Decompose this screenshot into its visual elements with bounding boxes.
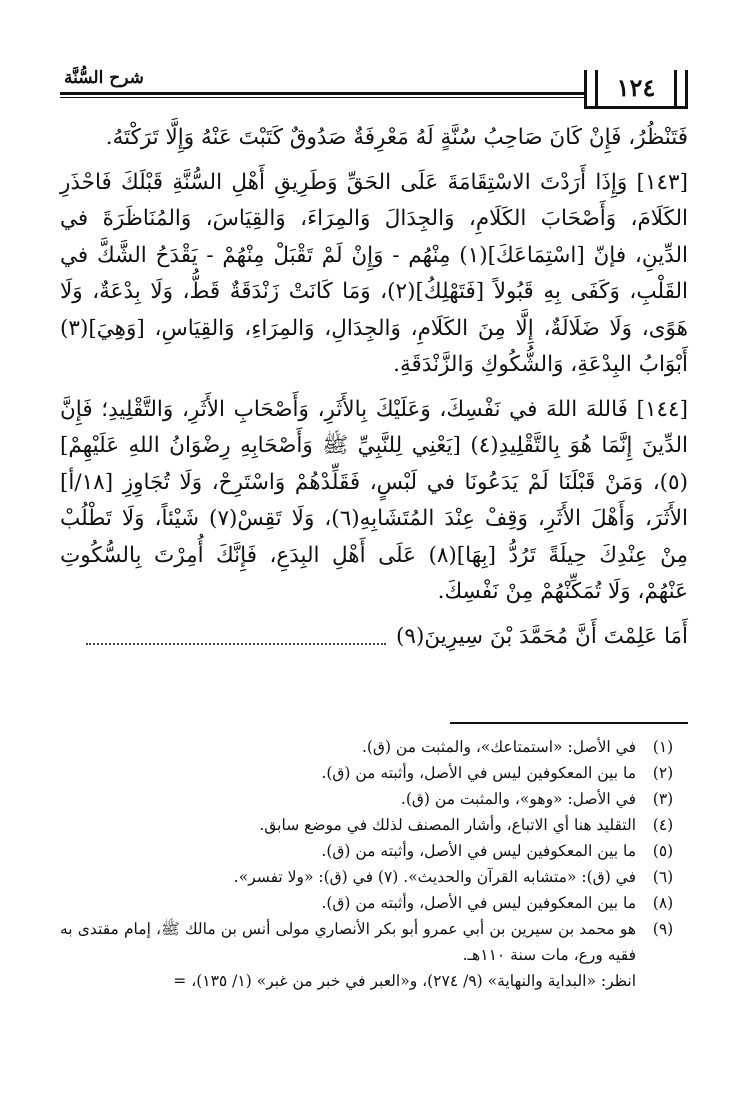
footnote-text: التقليد هنا أي الاتباع، وأشار المصنف لذلك في موضع سابق. [259, 816, 636, 834]
footnote-number: (٣) [652, 790, 674, 808]
paragraph-143: [١٤٣] وَإِذَا أَرَدْتَ الاسْتِقَامَةَ عَلَى الحَقِّ وَطَرِيقِ أَهْلِ السُّنَّةِ قَبْلَكَ فَاحْذَرِ الكَلَامَ، وَأَصْحَابَ الكَلَامِ، وَالجِدَالَ وَالمِرَاءَ، وَالقِيَاسَ، وَالمُنَاظَرَةَ في الدِّينِ، فإنّ [اسْتِمَاعَكَ](١) مِنْهُم - وَإِنْ لَمْ تَقْبَلْ مِنْهُمْ - يَقْدَحُ الشَّكَّ في القَلْبِ، وَكَفَى بِهِ قَبُولاً [فَتَهْلِكُ](٢)، وَمَا كَانَتْ زَنْدَقَةٌ قَطُّ، وَلَا بِدْعَةٌ، وَلَا هَوًى، وَلَا ضَلَالَةٌ، إِلَّا مِنَ الكَلَامِ، وَالجِدَالِ، وَالمِرَاءِ، وَالقِيَاسِ، [وَهِيَ](٣) أَبْوَابُ البِدْعَةِ، وَالشُّكُوكِ وَالزَّنْدَقَةِ. [60, 169, 688, 377]
footnote-text: انظر: «البداية والنهاية» (٩/ ٢٧٤)، و«العبر في خبر من غبر» (١/ ١٣٥)، = [173, 972, 636, 990]
footnote-separator [450, 722, 688, 724]
running-header-title: شرح السُّنَّة [64, 68, 144, 88]
footnote-number: (٨) [652, 894, 674, 912]
page-number-underline [584, 106, 688, 109]
continuation-text: أَمَا عَلِمْتَ أَنَّ مُحَمَّدَ بْنَ سِيرِينَ(٩) [396, 623, 688, 649]
footnote-text: في الأصل: «وهو»، والمثبت من (ق). [400, 790, 636, 808]
footnote [60, 760, 690, 786]
footnote-text: في الأصل: «استمتاعك»، والمثبت من (ق). [361, 738, 636, 756]
footnote-text: هو محمد بن سيرين بن أبي عمرو أبو بكر الأنصاري مولى أنس بن مالك ﷺ، إمام مقتدى به فقيه ورع، مات سنة ١١٠هـ. [60, 920, 636, 964]
footnote-text: ما بين المعكوفين ليس في الأصل، وأثبته من (ق). [321, 894, 636, 912]
footnote [60, 916, 690, 968]
paragraph: فَتَنْظُرُ، فَإِنْ كَانَ صَاحِبُ سُنَّةٍ لَهُ مَعْرِفَةٌ صَدُوقٌ كَتَبْتَ عَنْهُ وَإِلَّا تَرَكْتَهُ. [105, 125, 688, 150]
footnote-number [636, 968, 690, 994]
footnote [60, 838, 690, 864]
footnote-number: (٥) [652, 842, 674, 860]
main-text [60, 120, 688, 655]
footnote-number: (٩) [652, 920, 674, 938]
page-number-box [584, 70, 688, 110]
footnote [60, 786, 690, 812]
footnote-number: (٤) [652, 816, 674, 834]
footnote [60, 890, 690, 916]
page-number-ornament-left [584, 70, 598, 108]
paragraph-continuation [60, 619, 688, 656]
page-number: ١٢٤ [616, 73, 656, 102]
header-rule-thick [60, 92, 584, 95]
footnote-reference [60, 968, 690, 994]
footnote-number: (٦) [652, 868, 674, 886]
header-rule-thin [60, 97, 584, 98]
footnote [60, 812, 690, 838]
paragraph-144: [١٤٤] فَاللهَ اللهَ في نَفْسِكَ، وَعَلَيْكَ بِالأَثَرِ، وَأَصْحَابِ الأَثَرِ، وَالتَّقْلِيدِ؛ فَإِنَّ الدِّينَ إِنَّمَا هُوَ بِالتَّقْلِيدِ(٤) [يَعْنِي لِلنَّبِيِّ ﷺ وَأَصْحَابِهِ رِضْوَانُ اللهِ عَلَيْهِمْ](٥)، وَمَنْ قَبْلَنَا لَمْ يَدَعُونَا في لَبْسٍ، فَقَلِّدْهُمْ وَاسْتَرِحْ، وَلَا تُجَاوِزِ [١٨/أ] الأَثَرَ، وَأَهْلَ الأَثَرِ، وَقِفْ عِنْدَ المُتَشَابِهِ(٦)، وَلَا تَقِسْ(٧) شَيْئاً، وَلَا تَطْلُبْ مِنْ عِنْدِكَ حِيلَةً تَرُدُّ [بِهَا](٨) عَلَى أَهْلِ البِدَعِ، فَإِنَّكَ أُمِرْتَ بِالسُّكُوتِ عَنْهُمْ، وَلَا تُمَكِّنْهُمْ مِنْ نَفْسِكَ. [60, 396, 689, 604]
footnote [60, 864, 690, 890]
footnote-text: في (ق): «متشابه القرآن والحديث». (٧) في (ق): «ولا تفسر». [233, 868, 636, 886]
footnote-number: (٢) [652, 764, 674, 782]
footnote-text: ما بين المعكوفين ليس في الأصل، وأثبته من (ق). [321, 842, 636, 860]
footnote-text: ما بين المعكوفين ليس في الأصل، وأثبته من (ق). [321, 764, 636, 782]
continuation-dots [86, 629, 386, 645]
footnote-number: (١) [652, 738, 674, 756]
footnotes [60, 734, 690, 994]
footnote [60, 734, 690, 760]
page-number-ornament-right [674, 70, 688, 108]
